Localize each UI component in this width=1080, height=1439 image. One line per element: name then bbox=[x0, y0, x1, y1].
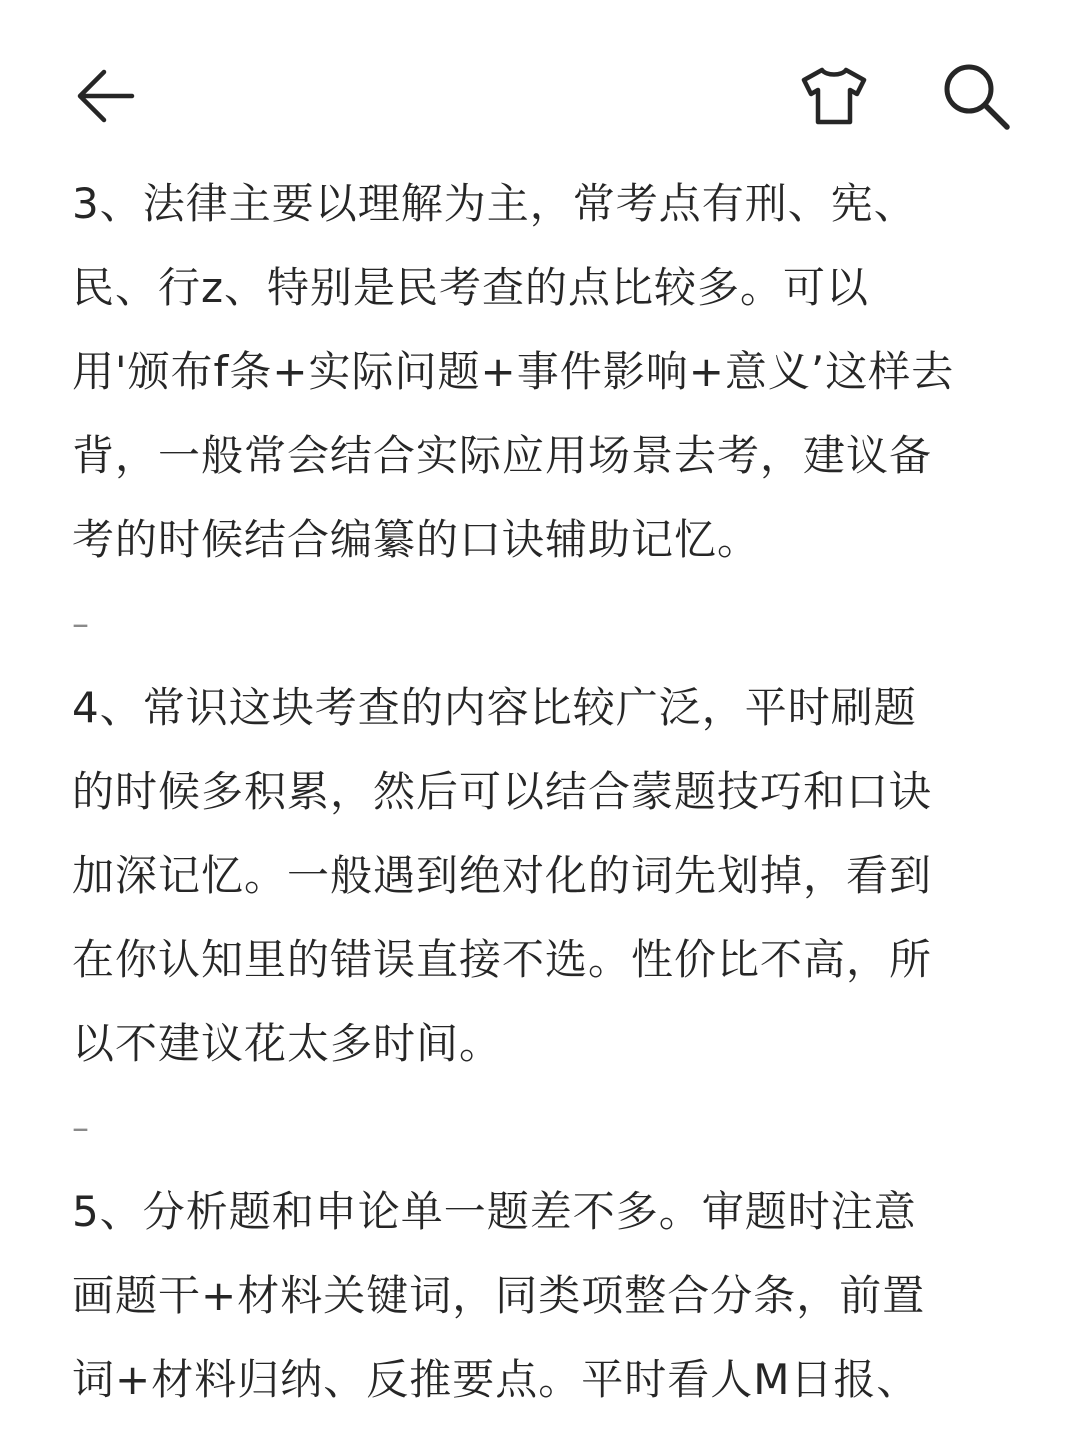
paragraph-4-line-3: 加深记忆。一般遇到绝对化的词先划掉，看到 bbox=[72, 851, 933, 900]
paragraph-3-line-4: 背，一般常会结合实际应用场景去考，建议备 bbox=[72, 431, 933, 480]
paragraph-3-line-2: 民、行z、特别是民考查的点比较多。可以 bbox=[72, 263, 870, 312]
back-button[interactable] bbox=[70, 60, 142, 132]
section-divider-1: – bbox=[72, 604, 89, 644]
search-button[interactable] bbox=[938, 58, 1014, 134]
tshirt-icon bbox=[800, 64, 868, 128]
paragraph-3-line-1: 3、法律主要以理解为主，常考点有刑、宪、 bbox=[72, 179, 917, 228]
paragraph-3-line-3: 用'颁布f条+实际问题+事件影响+意义’这样去 bbox=[72, 347, 955, 396]
article-body bbox=[72, 162, 1022, 1422]
paragraph-3-line-5: 考的时候结合编纂的口诀辅助记忆。 bbox=[72, 515, 761, 564]
paragraph-4-line-1: 4、常识这块考查的内容比较广泛，平时刷题 bbox=[72, 683, 917, 732]
paragraph-5-line-2: 画题干+材料关键词，同类项整合分条，前置 bbox=[72, 1271, 926, 1320]
wardrobe-button[interactable] bbox=[798, 60, 870, 132]
search-icon bbox=[939, 59, 1013, 133]
top-navigation-bar bbox=[0, 0, 1080, 170]
paragraph-4-line-2: 的时候多积累，然后可以结合蒙题技巧和口诀 bbox=[72, 767, 933, 816]
paragraph-4-line-4: 在你认知里的错误直接不选。性价比不高，所 bbox=[72, 935, 933, 984]
paragraph-5-line-1: 5、分析题和申论单一题差不多。审题时注意 bbox=[72, 1187, 917, 1236]
arrow-left-icon bbox=[74, 64, 138, 128]
paragraph-4-line-5: 以不建议花太多时间。 bbox=[72, 1019, 503, 1068]
section-divider-2: – bbox=[72, 1108, 89, 1148]
paragraph-5-line-3: 词+材料归纳、反推要点。平时看人M日报、 bbox=[72, 1355, 920, 1404]
